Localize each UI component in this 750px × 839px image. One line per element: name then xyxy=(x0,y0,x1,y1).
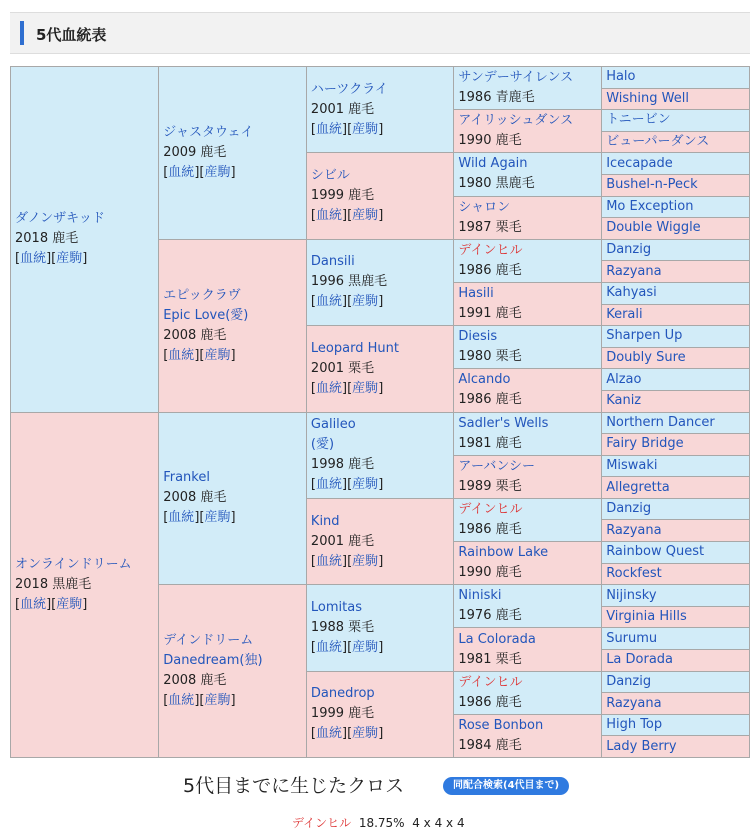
horse-info: 1990 鹿毛 xyxy=(458,133,522,149)
horse-name-link[interactable]: Diesis xyxy=(458,329,498,345)
gen4-horse-cell xyxy=(454,369,602,412)
progeny-link[interactable]: 産駒 xyxy=(56,596,83,612)
gen4-horse-cell xyxy=(454,196,602,239)
horse-info: 1986 鹿毛 xyxy=(458,694,522,710)
horse-info: 1986 鹿毛 xyxy=(458,392,522,408)
gen3-horse-cell: Dansili 1996 黒鹿毛 [血統][産駒] xyxy=(306,239,453,325)
horse-name-link[interactable]: Lomitas xyxy=(310,599,363,615)
bloodline-link[interactable]: 血統 xyxy=(168,347,195,363)
gen4-horse-cell xyxy=(454,628,602,671)
horse-name-link[interactable]: Rainbow Quest xyxy=(606,544,705,560)
horse-info: 1999 鹿毛 xyxy=(310,706,375,722)
gen3-horse-cell: ハーツクライ 2001 鹿毛 [血統][産駒] xyxy=(306,67,453,153)
horse-info: 1986 青鹿毛 xyxy=(458,90,535,106)
progeny-link[interactable]: 産駒 xyxy=(204,164,231,180)
horse-name-link[interactable]: Dansili xyxy=(310,254,355,270)
progeny-link[interactable]: 産駒 xyxy=(204,510,231,526)
horse-name-link[interactable]: Danzig xyxy=(606,501,652,517)
gen4-horse-cell xyxy=(454,455,602,498)
horse-name-link[interactable]: Wild Again xyxy=(458,156,528,172)
horse-name-link[interactable]: Kahyasi xyxy=(606,285,657,301)
horse-info: 1981 鹿毛 xyxy=(458,435,522,451)
horse-name-link[interactable]: Alzao xyxy=(606,371,642,387)
cross-pattern: 4 x 4 x 4 xyxy=(412,816,465,830)
gen4-horse-cell xyxy=(454,67,602,110)
horse-name-link[interactable]: オンラインドリーム xyxy=(15,556,132,572)
cross-horse-name[interactable]: デインヒル xyxy=(292,816,352,830)
gen5-horse-cell xyxy=(602,88,750,110)
horse-name-link[interactable]: Allegretta xyxy=(606,479,670,495)
gen5-horse-cell xyxy=(602,434,750,456)
horse-name-link[interactable]: Wishing Well xyxy=(606,90,689,106)
section-header xyxy=(10,12,750,54)
horse-info: 2018 黒鹿毛 xyxy=(15,576,92,592)
gen4-horse-cell xyxy=(454,239,602,282)
horse-name-link[interactable]: Kind xyxy=(310,513,340,529)
horse-name-link[interactable]: アーバンシー xyxy=(458,458,536,474)
gen1-horse-cell: オンラインドリーム 2018 黒鹿毛 [血統][産駒] xyxy=(11,412,159,758)
section-title: 5代血統表 xyxy=(36,26,107,44)
gen5-horse-cell xyxy=(602,131,750,153)
horse-info: 2009 鹿毛 xyxy=(163,144,227,160)
horse-name-link[interactable]: High Top xyxy=(606,717,663,733)
bloodline-link[interactable]: 血統 xyxy=(316,639,343,655)
gen4-horse-cell xyxy=(454,282,602,325)
same-mating-search-button[interactable]: 同配合検索(4代目まで) xyxy=(443,777,569,795)
horse-info: 1996 黒鹿毛 xyxy=(310,274,388,290)
horse-name-link[interactable]: デインドリーム xyxy=(163,633,254,649)
horse-name-link[interactable]: シビル xyxy=(310,168,350,184)
gen3-horse-cell: Leopard Hunt 2001 栗毛 [血統][産駒] xyxy=(306,326,453,412)
horse-name-link[interactable]: アイリッシュダンス xyxy=(458,113,574,129)
bloodline-link[interactable]: 血統 xyxy=(316,726,343,742)
gen5-horse-cell xyxy=(602,412,750,434)
bloodline-link[interactable]: 血統 xyxy=(316,121,343,137)
gen3-horse-cell: Galileo (愛) 1998 鹿毛 [血統][産駒] xyxy=(306,412,453,498)
horse-name-link[interactable]: Bushel-n-Peck xyxy=(606,177,698,193)
gen3-horse-cell: Danedrop 1999 鹿毛 [血統][産駒] xyxy=(306,671,453,757)
horse-info: 1986 鹿毛 xyxy=(458,262,522,278)
gen5-horse-cell xyxy=(602,369,750,391)
cross-line xyxy=(292,814,465,831)
progeny-link[interactable]: 産駒 xyxy=(352,121,379,137)
horse-info: 2008 鹿毛 xyxy=(163,673,227,689)
horse-name-secondary[interactable]: Epic Love(愛) xyxy=(163,307,249,323)
gen5-horse-cell xyxy=(602,650,750,672)
horse-name-link[interactable]: Razyana xyxy=(606,263,662,279)
gen5-horse-cell xyxy=(602,606,750,628)
horse-info: 1998 鹿毛 xyxy=(310,457,375,473)
horse-name-link[interactable]: Danzig xyxy=(606,673,652,689)
gen5-horse-cell xyxy=(602,196,750,218)
horse-name-link[interactable]: Danedrop xyxy=(310,686,375,702)
horse-name-link[interactable]: Kaniz xyxy=(606,393,642,409)
horse-name-link[interactable]: Sadler's Wells xyxy=(458,415,549,431)
gen3-horse-cell: シビル 1999 鹿毛 [血統][産駒] xyxy=(306,153,453,239)
progeny-link[interactable]: 産駒 xyxy=(56,251,83,267)
bloodline-link[interactable]: 血統 xyxy=(168,693,195,709)
horse-name-link[interactable]: Lady Berry xyxy=(606,738,677,754)
gen4-horse-cell xyxy=(454,110,602,153)
horse-name-link[interactable]: Doubly Sure xyxy=(606,350,686,366)
horse-info: 1981 栗毛 xyxy=(458,651,522,667)
gen5-horse-cell xyxy=(602,693,750,715)
horse-name-link[interactable]: Icecapade xyxy=(606,155,673,171)
horse-info: 1980 栗毛 xyxy=(458,349,522,365)
gen5-horse-cell xyxy=(602,347,750,369)
horse-info: 1999 鹿毛 xyxy=(310,188,375,204)
gen4-horse-cell xyxy=(454,498,602,541)
gen5-horse-cell xyxy=(602,671,750,693)
section-header-accent xyxy=(20,21,24,45)
gen2-horse-cell: エピックラヴ Epic Love(愛) 2008 鹿毛 [血統][産駒] xyxy=(159,239,307,412)
bloodline-link[interactable]: 血統 xyxy=(316,380,343,396)
gen5-horse-cell xyxy=(602,239,750,261)
cross-percent: 18.75% xyxy=(358,816,405,830)
gen5-horse-cell xyxy=(602,110,750,132)
horse-name-link[interactable]: Danzig xyxy=(606,242,652,258)
horse-info: 1990 鹿毛 xyxy=(458,565,522,581)
horse-name-secondary[interactable]: (愛) xyxy=(310,437,335,453)
gen4-horse-cell xyxy=(454,153,602,196)
bloodline-link[interactable]: 血統 xyxy=(316,208,343,224)
gen5-horse-cell xyxy=(602,282,750,304)
horse-info: 2018 鹿毛 xyxy=(15,231,79,247)
gen5-horse-cell xyxy=(602,563,750,585)
gen5-horse-cell xyxy=(602,585,750,607)
horse-info: 2001 栗毛 xyxy=(310,360,375,376)
horse-name-link[interactable]: トニービン xyxy=(606,112,671,128)
horse-name-link[interactable]: Rose Bonbon xyxy=(458,717,544,733)
bloodline-link[interactable]: 血統 xyxy=(316,553,343,569)
progeny-link[interactable]: 産駒 xyxy=(352,294,379,310)
horse-name-link[interactable]: デインヒル xyxy=(458,674,523,690)
horse-name-link[interactable]: Hasili xyxy=(458,286,494,302)
bloodline-link[interactable]: 血統 xyxy=(20,596,47,612)
horse-name-link[interactable]: La Dorada xyxy=(606,652,674,668)
horse-name-link[interactable]: Razyana xyxy=(606,695,662,711)
horse-name-link[interactable]: Nijinsky xyxy=(606,587,657,603)
horse-info: 2001 鹿毛 xyxy=(310,101,375,117)
gen4-horse-cell xyxy=(454,412,602,455)
horse-name-link[interactable]: ジャスタウェイ xyxy=(163,124,254,140)
gen5-horse-cell xyxy=(602,261,750,283)
horse-name-link[interactable]: Alcando xyxy=(458,372,511,388)
horse-name-link[interactable]: ダノンザキッド xyxy=(15,211,105,227)
horse-name-link[interactable]: La Colorada xyxy=(458,631,536,647)
gen5-horse-cell xyxy=(602,714,750,736)
horse-info: 1989 栗毛 xyxy=(458,478,522,494)
progeny-link[interactable]: 産駒 xyxy=(352,553,379,569)
progeny-link[interactable]: 産駒 xyxy=(352,639,379,655)
gen2-horse-cell: ジャスタウェイ 2009 鹿毛 [血統][産駒] xyxy=(159,67,307,240)
gen5-horse-cell xyxy=(602,304,750,326)
horse-info: 1980 黒鹿毛 xyxy=(458,176,535,192)
bloodline-link[interactable]: 血統 xyxy=(20,251,47,267)
gen4-horse-cell xyxy=(454,326,602,369)
horse-name-link[interactable]: Miswaki xyxy=(606,457,658,473)
gen4-horse-cell xyxy=(454,542,602,585)
horse-name-link[interactable]: ビューパーダンス xyxy=(606,134,710,150)
gen5-horse-cell xyxy=(602,498,750,520)
progeny-link[interactable]: 産駒 xyxy=(204,693,231,709)
horse-info: 1991 鹿毛 xyxy=(458,306,522,322)
progeny-link[interactable]: 産駒 xyxy=(204,347,231,363)
horse-info: 1988 栗毛 xyxy=(310,619,375,635)
horse-info: 1976 鹿毛 xyxy=(458,608,522,624)
gen5-horse-cell xyxy=(602,628,750,650)
horse-name-link[interactable]: Frankel xyxy=(163,470,210,486)
horse-info: 2008 鹿毛 xyxy=(163,490,227,506)
horse-name-link[interactable]: Double Wiggle xyxy=(606,220,701,236)
horse-name-link[interactable]: エピックラヴ xyxy=(163,287,241,303)
horse-name-link[interactable]: デインヒル xyxy=(458,242,523,258)
gen5-horse-cell xyxy=(602,477,750,499)
horse-name-link[interactable]: シャロン xyxy=(458,199,511,215)
horse-name-link[interactable]: Northern Dancer xyxy=(606,414,715,430)
bloodline-link[interactable]: 血統 xyxy=(316,477,343,493)
gen4-horse-cell xyxy=(454,714,602,757)
horse-name-link[interactable]: Mo Exception xyxy=(606,198,694,214)
horse-name-link[interactable]: Virginia Hills xyxy=(606,609,687,625)
progeny-link[interactable]: 産駒 xyxy=(352,477,379,493)
gen5-horse-cell xyxy=(602,736,750,758)
horse-name-link[interactable]: Razyana xyxy=(606,522,662,538)
gen5-horse-cell xyxy=(602,218,750,240)
horse-name-link[interactable]: Leopard Hunt xyxy=(310,340,399,356)
gen3-horse-cell: Lomitas 1988 栗毛 [血統][産駒] xyxy=(306,585,453,671)
progeny-link[interactable]: 産駒 xyxy=(352,208,379,224)
gen5-horse-cell xyxy=(602,455,750,477)
pedigree-table xyxy=(10,66,750,758)
gen5-horse-cell xyxy=(602,153,750,175)
horse-info: 2008 鹿毛 xyxy=(163,327,227,343)
horse-info: 2001 鹿毛 xyxy=(310,533,375,549)
gen4-horse-cell xyxy=(454,585,602,628)
gen4-horse-cell xyxy=(454,671,602,714)
horse-info: 1984 鹿毛 xyxy=(458,737,522,753)
horse-name-link[interactable]: Rainbow Lake xyxy=(458,545,549,561)
horse-name-link[interactable]: Galileo xyxy=(310,417,356,433)
bloodline-link[interactable]: 血統 xyxy=(168,164,195,180)
bloodline-link[interactable]: 血統 xyxy=(168,510,195,526)
horse-name-link[interactable]: ハーツクライ xyxy=(310,81,388,97)
gen5-horse-cell xyxy=(602,326,750,348)
horse-name-secondary[interactable]: Danedream(独) xyxy=(163,653,263,669)
progeny-link[interactable]: 産駒 xyxy=(352,380,379,396)
gen5-horse-cell xyxy=(602,542,750,564)
horse-name-link[interactable]: Kerali xyxy=(606,306,643,322)
gen5-horse-cell xyxy=(602,520,750,542)
gen2-horse-cell: デインドリーム Danedream(独) 2008 鹿毛 [血統][産駒] xyxy=(159,585,307,758)
gen5-horse-cell xyxy=(602,174,750,196)
bloodline-link[interactable]: 血統 xyxy=(316,294,343,310)
horse-name-link[interactable]: Fairy Bridge xyxy=(606,436,684,452)
horse-name-link[interactable]: Niniski xyxy=(458,588,502,604)
gen5-horse-cell xyxy=(602,67,750,89)
horse-name-link[interactable]: Halo xyxy=(606,69,636,85)
gen3-horse-cell: Kind 2001 鹿毛 [血統][産駒] xyxy=(306,498,453,584)
gen5-horse-cell xyxy=(602,390,750,412)
cross-title: 5代目までに生じたクロス xyxy=(183,775,405,797)
horse-info: 1986 鹿毛 xyxy=(458,521,522,537)
horse-name-link[interactable]: デインヒル xyxy=(458,501,523,517)
horse-info: 1987 栗毛 xyxy=(458,219,522,235)
horse-name-link[interactable]: Surumu xyxy=(606,630,658,646)
horse-name-link[interactable]: Sharpen Up xyxy=(606,328,683,344)
horse-name-link[interactable]: サンデーサイレンス xyxy=(458,70,574,86)
progeny-link[interactable]: 産駒 xyxy=(352,726,379,742)
gen1-horse-cell: ダノンザキッド 2018 鹿毛 [血統][産駒] xyxy=(11,67,159,413)
horse-name-link[interactable]: Rockfest xyxy=(606,565,662,581)
gen2-horse-cell: Frankel 2008 鹿毛 [血統][産駒] xyxy=(159,412,307,585)
